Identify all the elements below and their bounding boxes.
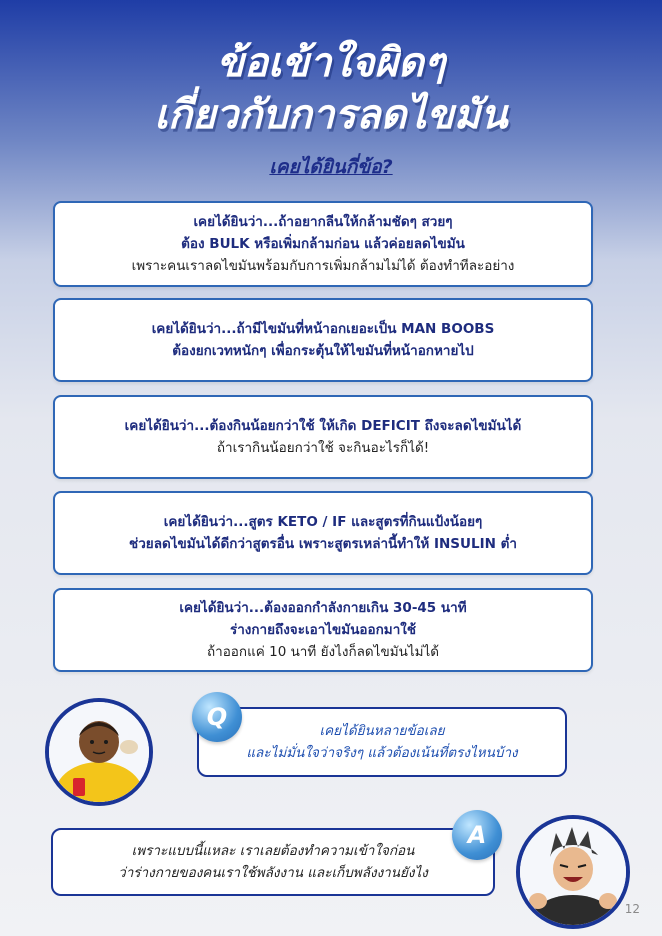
question-bubble	[197, 707, 567, 777]
question-line-2: และไม่มั่นใจว่าจริงๆ แล้วต้องเน้นที่ตรงไหนบ้าง	[246, 745, 518, 761]
answer-bubble	[51, 828, 495, 896]
myth-1-line-1: เคยได้ยินว่า...ถ้าอยากลีนให้กล้ามชัดๆ สวยๆ	[193, 214, 453, 230]
myth-card-4	[53, 491, 593, 575]
myth-2-line-1: เคยได้ยินว่า...ถ้ามีไขมันที่หน้าอกเยอะเป็น MAN BOOBS	[151, 321, 495, 337]
myth-4-line-1: เคยได้ยินว่า...สูตร KETO / IF และสูตรที่กินแป้งน้อยๆ	[163, 514, 483, 530]
myth-1-line-2: ต้อง BULK หรือเพิ่มกล้ามก่อน แล้วค่อยลดไขมัน	[181, 236, 465, 252]
page-title-line-2: เกี่ยวกับการลดไขมัน	[154, 92, 508, 138]
answer-badge: A	[452, 810, 502, 860]
myth-1-line-3: เพราะคนเราลดไขมันพร้อมกับการเพิ่มกล้ามไม่ได้ ต้องทำทีละอย่าง	[131, 258, 515, 274]
page-number: 12	[624, 902, 640, 916]
myth-3-line-1: เคยได้ยินว่า...ต้องกินน้อยกว่าใช้ ให้เกิด DEFICIT ถึงจะลดไขมันได้	[124, 418, 522, 434]
myth-5-line-1: เคยได้ยินว่า...ต้องออกกำลังกายเกิน 30-45 นาที	[179, 600, 467, 616]
myth-2-line-2: ต้องยกเวทหนักๆ เพื่อกระตุ้นให้ไขมันที่หน้าอกหายไป	[172, 343, 474, 359]
page-title-line-1: ข้อเข้าใจผิดๆ	[216, 40, 446, 86]
myth-card-3	[53, 395, 593, 479]
myth-3-line-2: ถ้าเรากินน้อยกว่าใช้ จะกินอะไรก็ได้!	[216, 440, 430, 456]
chubby-man-illustration	[49, 702, 149, 802]
question-line-1: เคยได้ยินหลายข้อเลย	[319, 723, 445, 739]
trainer-man-illustration	[520, 819, 626, 925]
answer-line-1: เพราะแบบนี้แหละ เราเลยต้องทำความเข้าใจก่อน	[131, 843, 415, 859]
myth-5-line-3: ถ้าออกแค่ 10 นาที ยังไงก็ลดไขมันไม่ได้	[206, 644, 440, 660]
myth-card-1	[53, 201, 593, 287]
page-subtitle: เคยได้ยินกี่ข้อ?	[269, 156, 393, 178]
myth-5-line-2: ร่างกายถึงจะเอาไขมันออกมาใช้	[229, 622, 417, 638]
myth-card-5	[53, 588, 593, 672]
myth-card-2	[53, 298, 593, 382]
question-badge: Q	[192, 692, 242, 742]
questioner-avatar	[45, 698, 153, 806]
answer-line-2: ว่าร่างกายของคนเราใช้พลังงาน และเก็บพลังงานยังไง	[118, 865, 428, 881]
answerer-avatar	[516, 815, 630, 929]
myth-4-line-2: ช่วยลดไขมันได้ดีกว่าสูตรอื่น เพราะสูตรเหล่านี้ทำให้ INSULIN ต่ำ	[129, 536, 517, 552]
